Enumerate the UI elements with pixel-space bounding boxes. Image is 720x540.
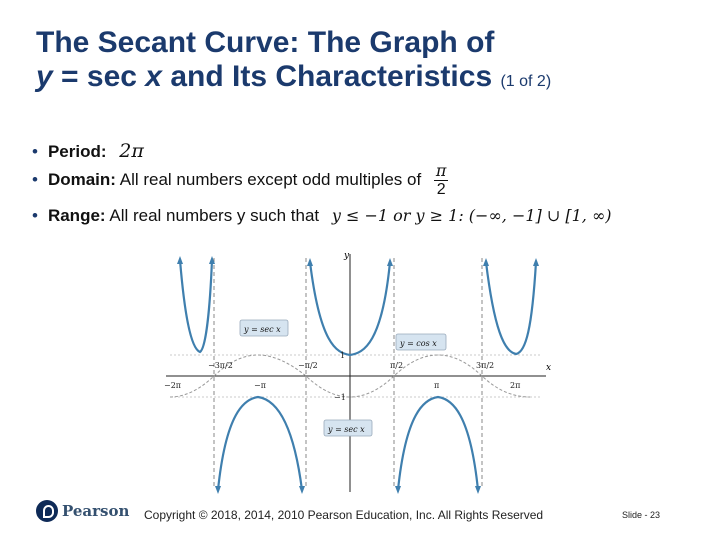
tick-label: 2π [510,381,521,390]
y-tick-1: 1 [340,351,346,360]
callout-label: y = sec x [328,425,365,434]
title-line-2 [36,60,676,99]
asymptotes [214,258,482,488]
curve-arrowheads [177,256,539,494]
title-x-var: x [145,60,162,93]
domain-fraction [434,162,449,199]
arrowhead [475,486,481,494]
domain-den: 2 [436,181,446,198]
arrowhead [533,258,539,266]
tick-label: π/2 [390,361,404,370]
callout-label: y = cos x [400,339,437,348]
callout-sec-top [240,320,288,336]
pearson-logo-text: Pearson [62,502,130,520]
arrowhead [483,258,489,266]
range-label: Range: [47,206,106,225]
secant-branch [180,260,212,352]
tick-label: 3π/2 [476,361,495,370]
arrowhead [395,486,401,494]
tick-label: π [434,381,440,390]
period-value: 2π [119,140,144,162]
secant-branch [486,262,536,354]
range-math: y ≤ −1 or y ≥ 1: (−∞, −1] ∪ [1, ∞) [331,206,612,225]
tick-label: −π/2 [298,361,318,370]
secant-branch [398,397,478,490]
arrowhead [177,256,183,264]
bullet-period [32,140,144,162]
secant-curves [180,260,536,490]
slide-number: Slide - 23 [622,510,661,520]
secant-graph [160,248,560,496]
y-tick-neg1: −1 [334,393,346,402]
title-sec: = sec [61,60,137,93]
tick-label: −π [254,381,266,390]
callout-cos [396,334,446,350]
title-characteristics: and Its Characteristics [170,60,493,93]
bullet-dot-icon: • [32,169,38,189]
domain-text: All real numbers except odd multiples of [119,169,422,189]
bullet-domain [32,162,448,199]
callout-sec-bottom [324,420,372,436]
arrowhead [307,258,313,266]
slide-title [36,26,676,99]
bullet-range [32,206,612,226]
arrowhead [215,486,221,494]
callout-label: y = sec x [244,325,281,334]
tick-label: −3π/2 [208,361,233,370]
title-y-var: y [36,60,53,93]
title-part: (1 of 2) [500,73,552,90]
domain-num: π [435,161,447,180]
secant-branch [218,397,302,490]
x-axis-label: x [546,363,552,373]
pearson-logo-icon [36,500,58,522]
y-axis-label: y [344,251,350,261]
domain-label: Domain: [47,169,116,189]
tick-label: −2π [164,381,182,390]
bullet-dot-icon: • [32,142,38,161]
range-text: All real numbers y such that [109,206,320,225]
bullet-dot-icon: • [32,206,38,225]
arrowhead [299,486,305,494]
title-line-1: The Secant Curve: The Graph of [36,26,495,59]
pearson-logo [36,500,129,522]
period-label: Period: [47,142,107,161]
arrowhead [387,258,393,266]
copyright-text: Copyright © 2018, 2014, 2010 Pearson Education, Inc. All Rights Reserved [144,508,544,522]
